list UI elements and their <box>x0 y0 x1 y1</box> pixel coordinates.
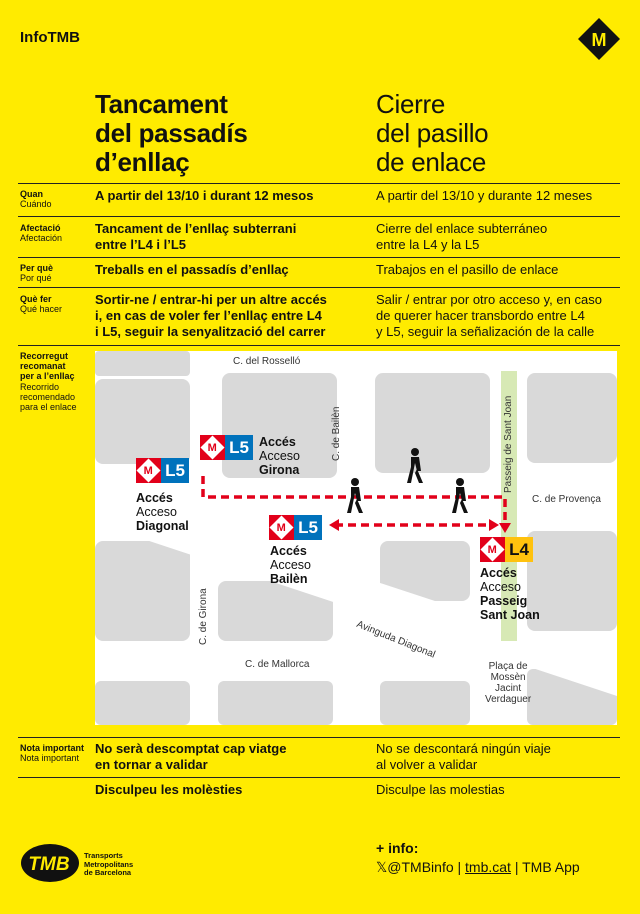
metro-letter: M <box>207 441 218 454</box>
access-bailen <box>270 544 311 586</box>
access-es: Acceso <box>259 449 300 463</box>
access-name: Girona <box>259 463 300 477</box>
note-es-line: al volver a validar <box>376 757 478 772</box>
x-icon: 𝕏 <box>376 859 388 875</box>
access-sant-joan <box>480 566 540 622</box>
access-ca: Accés <box>259 435 296 449</box>
more-info-title: + info: <box>376 840 419 856</box>
row-label-es: Cuándo <box>20 199 52 209</box>
row-label-ca: Quan <box>20 189 44 199</box>
note-label-ca: Nota important <box>20 743 84 753</box>
street-mallorca: C. de Mallorca <box>245 659 310 670</box>
route-label-ca-line: per a l’enllaç <box>20 371 75 381</box>
city-block <box>95 351 190 376</box>
map-graphic <box>95 351 617 725</box>
note-es <box>376 741 551 773</box>
more-info-links <box>376 859 580 876</box>
line-badge-l5: L5 <box>225 435 253 460</box>
badge-bailen <box>269 515 322 540</box>
separator: | <box>514 859 519 875</box>
access-diagonal <box>136 491 189 533</box>
divider <box>18 216 620 217</box>
divider <box>18 287 620 288</box>
street-provenca: C. de Provença <box>532 494 601 505</box>
placa-line: Mossèn <box>490 672 526 683</box>
metro-icon <box>480 537 505 562</box>
metro-diamond-letter: M <box>591 30 607 50</box>
row-label-es: Qué hacer <box>20 304 63 314</box>
city-block <box>380 681 470 725</box>
route-label-es-line: para el enlace <box>20 402 77 412</box>
route-label-ca <box>20 351 75 381</box>
row-label-ca: Què fer <box>20 294 52 304</box>
row-label-es: Afectación <box>20 233 63 243</box>
street-diagonal: Avinguda Diagonal <box>354 619 437 661</box>
street-bailen: C. de Bailèn <box>331 406 342 461</box>
access-ca: Accés <box>270 544 307 558</box>
row-label-ca: Per què <box>20 263 54 273</box>
tmb-logo-text: TMB <box>28 854 70 875</box>
city-block <box>95 379 190 464</box>
placa-verdaguer <box>485 661 531 705</box>
title-ca-line: Tancament <box>95 89 228 119</box>
title-ca-line: d’enllaç <box>95 147 190 177</box>
route-map <box>95 351 617 725</box>
placa-line: Jacint <box>495 683 522 694</box>
access-name: Diagonal <box>136 519 189 533</box>
affect-ca-line: entre l’L4 i l’L5 <box>95 237 187 252</box>
todo-ca-line: i, en cas de voler fer l’enllaç entre L4 <box>95 308 322 323</box>
org-line: Metropolitans <box>84 859 134 869</box>
badge-girona <box>200 435 253 460</box>
city-block <box>218 681 333 725</box>
note-label-es: Nota important <box>20 753 80 763</box>
why-es-line: Trabajos en el pasillo de enlace <box>376 262 559 277</box>
metro-letter: M <box>276 521 287 534</box>
todo-ca-line: i L5, seguir la senyalització del carrer <box>95 324 326 339</box>
divider <box>18 345 620 346</box>
note-ca <box>95 741 286 773</box>
badge-sant-joan <box>480 537 533 562</box>
brand-title: InfoTMB <box>20 29 80 46</box>
separator: | <box>457 859 462 875</box>
access-girona <box>259 435 300 477</box>
divider <box>18 257 620 258</box>
city-block <box>527 531 617 631</box>
when-es-line: A partir del 13/10 y durante 12 meses <box>376 188 593 203</box>
todo-ca <box>95 292 327 340</box>
app-link[interactable]: TMB App <box>522 859 580 875</box>
divider <box>18 183 620 184</box>
city-block <box>95 681 190 725</box>
tmb-org-name <box>84 852 133 878</box>
org-line: Transports <box>84 851 123 860</box>
route-label-es-line: recomendado <box>20 392 76 402</box>
metro-diamond-icon <box>577 17 621 61</box>
line-badge-l5: L5 <box>161 458 189 483</box>
title-es-line: del pasillo <box>376 118 489 148</box>
when-es <box>376 188 592 204</box>
apology-es: Disculpe las molestias <box>376 782 505 797</box>
note-ca-line: No serà descomptat cap viatge <box>95 741 287 756</box>
title-catalan <box>95 90 247 177</box>
todo-es-line: y L5, seguir la señalización de la calle <box>376 324 595 339</box>
title-es-line: Cierre <box>376 89 445 119</box>
todo-es <box>376 292 602 340</box>
affect-es <box>376 221 547 253</box>
route-label-ca-line: recomanat <box>20 361 66 371</box>
access-es: Acceso <box>480 580 521 594</box>
access-ca: Accés <box>480 566 517 580</box>
access-name: Passeig <box>480 594 528 608</box>
route-label-ca-line: Recorregut <box>20 351 69 361</box>
metro-letter: M <box>143 464 154 477</box>
title-spanish <box>376 90 488 177</box>
title-ca-line: del passadís <box>95 118 248 148</box>
line-badge-l4: L4 <box>505 537 533 562</box>
access-ca: Accés <box>136 491 173 505</box>
row-label-es: Por qué <box>20 273 52 283</box>
divider <box>18 777 620 778</box>
badge-diagonal <box>136 458 189 483</box>
metro-icon <box>269 515 294 540</box>
row-label-ca: Afectació <box>20 223 61 233</box>
when-ca-line: A partir del 13/10 i durant 12 mesos <box>95 188 314 203</box>
route-label-es <box>20 382 77 412</box>
placa-line: Plaça de <box>488 661 528 672</box>
route-arrow-right <box>489 519 499 531</box>
x-handle-link[interactable]: @TMBinfo <box>387 859 454 875</box>
street-sant-joan: Passeig de Sant Joan <box>503 395 514 493</box>
tmb-logo-icon <box>20 843 80 883</box>
route-arrow-left <box>329 519 339 531</box>
metro-icon <box>136 458 161 483</box>
metro-letter: M <box>487 543 498 556</box>
apology-ca: Disculpeu les molèsties <box>95 782 243 797</box>
affect-es-line: entre la L4 y la L5 <box>376 237 480 252</box>
title-es-line: de enlace <box>376 147 487 177</box>
affect-ca-line: Tancament de l’enllaç subterrani <box>95 221 297 236</box>
access-es: Acceso <box>136 505 177 519</box>
line-badge-l5: L5 <box>294 515 322 540</box>
when-ca <box>95 188 313 204</box>
route-label-es-line: Recorrido <box>20 382 60 392</box>
divider <box>18 737 620 738</box>
note-es-line: No se descontará ningún viaje <box>376 741 551 756</box>
note-ca-line: en tornar a validar <box>95 757 208 772</box>
access-name: Bailèn <box>270 572 308 586</box>
street-rossello: C. del Rosselló <box>233 356 301 367</box>
org-line: de Barcelona <box>84 868 132 877</box>
access-es: Acceso <box>270 558 311 572</box>
street-girona: C. de Girona <box>198 588 209 645</box>
placa-line: Verdaguer <box>485 694 532 705</box>
access-name: Sant Joan <box>480 608 540 622</box>
todo-es-line: Salir / entrar por otro acceso y, en caso <box>376 292 602 307</box>
why-es <box>376 262 558 278</box>
city-block <box>375 373 490 473</box>
affect-es-line: Cierre del enlace subterráneo <box>376 221 548 236</box>
city-block <box>527 373 617 463</box>
metro-icon <box>200 435 225 460</box>
city-block <box>95 541 190 641</box>
todo-es-line: de querer hacer transbordo entre L4 <box>376 308 585 323</box>
site-link[interactable]: tmb.cat <box>465 859 511 875</box>
why-ca <box>95 262 289 278</box>
why-ca-line: Treballs en el passadís d’enllaç <box>95 262 289 277</box>
todo-ca-line: Sortir-ne / entrar-hi per un altre accés <box>95 292 327 307</box>
affect-ca <box>95 221 296 253</box>
